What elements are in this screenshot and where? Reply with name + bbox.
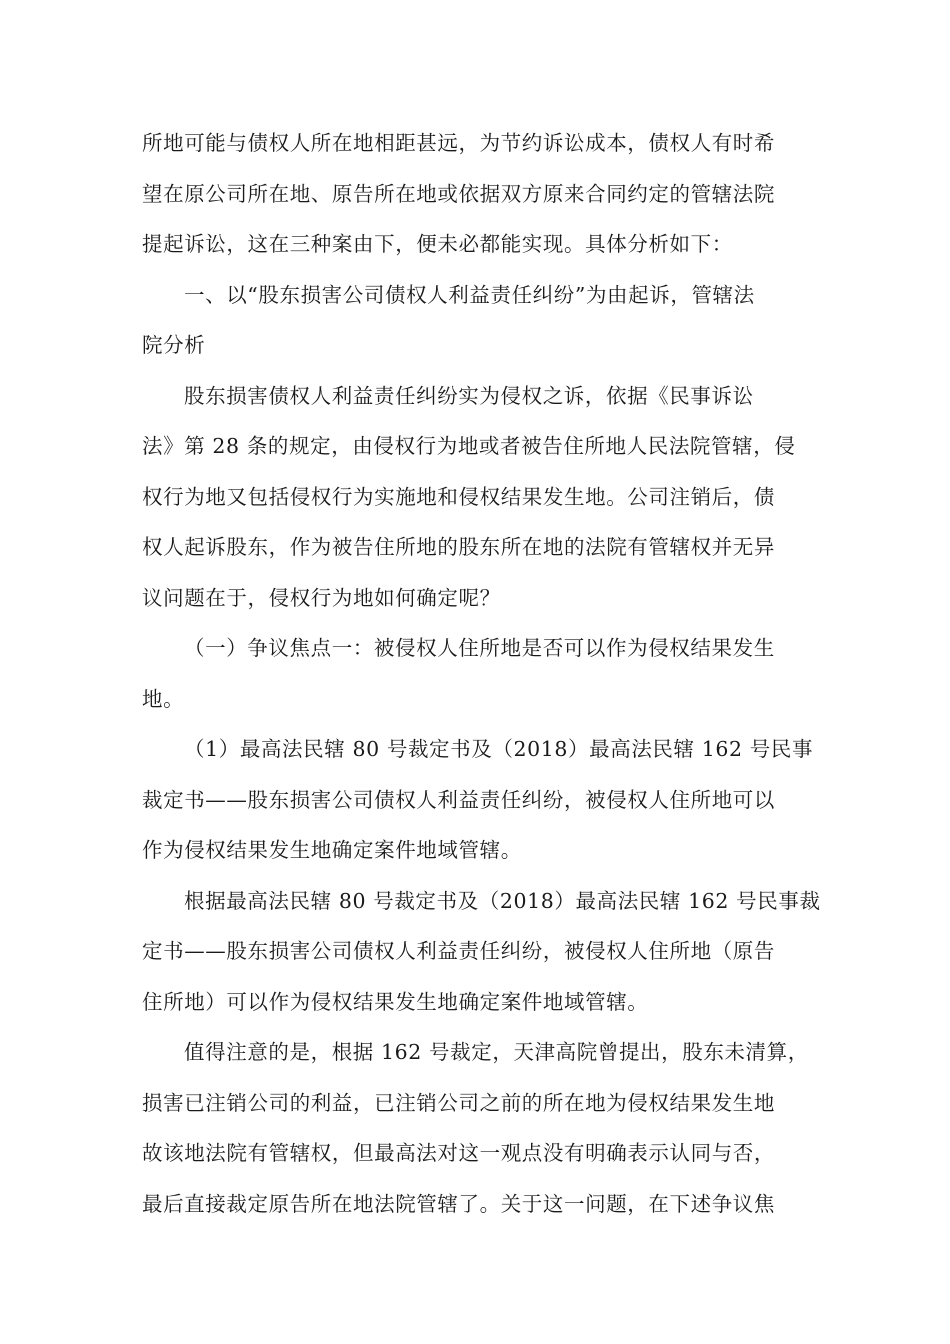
text-line: 股东损害债权人利益责任纠纷实为侵权之诉，依据《民事诉讼 [184,383,754,408]
text-line: 望在原公司所在地、原告所在地或依据双方原来合同约定的管辖法院 [142,181,775,206]
text-line: 权行为地又包括侵权行为实施地和侵权结果发生地。公司注销后，债 [142,484,775,509]
text-line: 权人起诉股东，作为被告住所地的股东所在地的法院有管辖权并无异 [142,535,775,559]
text-line: （1）最高法民辖 80 号裁定书及（2018）最高法民辖 162 号民事 [184,737,814,761]
document-body [142,118,822,1229]
text-line: 地。 [142,686,185,711]
text-line: 定书——股东损害公司债权人利益责任纠纷，被侵权人住所地（原告 [142,939,775,963]
text-line: 所地可能与债权人所在地相距甚远，为节约诉讼成本，债权人有时希 [142,131,775,155]
text-line: 一、以“股东损害公司债权人利益责任纠纷”为由起诉，管辖法 [184,282,755,307]
text-line: 作为侵权结果发生地确定案件地域管辖。 [142,838,522,862]
text-line: 提起诉讼，这在三种案由下，便未必都能实现。具体分析如下： [142,232,733,256]
text-line: 根据最高法民辖 80 号裁定书及（2018）最高法民辖 162 号民事裁 [184,888,821,913]
text-line: 值得注意的是，根据 162 号裁定，天津高院曾提出，股东未清算， [184,1040,809,1064]
text-line: 住所地）可以作为侵权结果发生地确定案件地域管辖。 [142,989,649,1014]
text-line: 损害已注销公司的利益，已注销公司之前的所在地为侵权结果发生地 [142,1090,775,1115]
text-line: （一）争议焦点一：被侵权人住所地是否可以作为侵权结果发生 [184,636,775,660]
text-line: 议问题在于，侵权行为地如何确定呢？ [142,585,501,610]
text-line: 裁定书——股东损害公司债权人利益责任纠纷，被侵权人住所地可以 [142,787,775,812]
text-line: 故该地法院有管辖权，但最高法对这一观点没有明确表示认同与否， [142,1141,775,1165]
text-line: 院分析 [142,333,206,357]
text-line: 法》第 28 条的规定，由侵权行为地或者被告住所地人民法院管辖，侵 [142,434,796,458]
text-line: 最后直接裁定原告所在地法院管辖了。关于这一问题，在下述争议焦 [142,1191,775,1216]
